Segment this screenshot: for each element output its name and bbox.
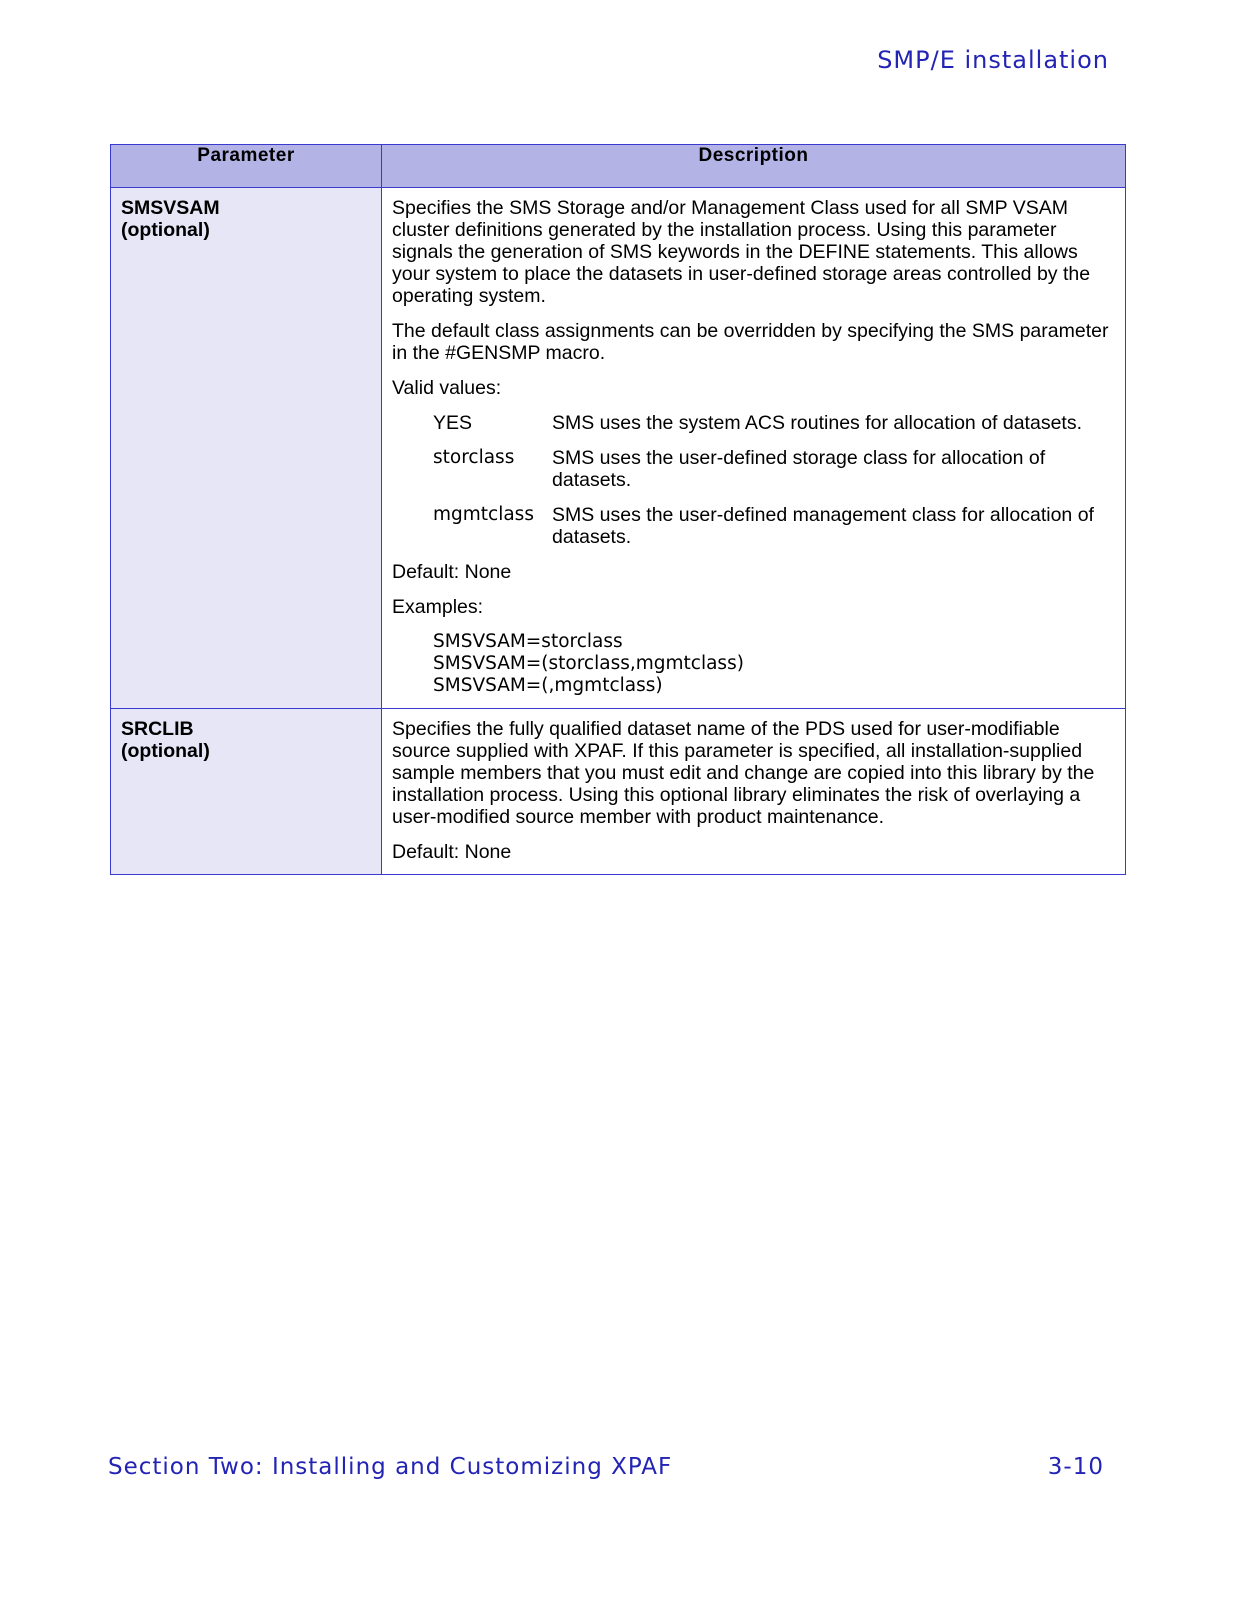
parameter-table [110, 144, 1126, 875]
table-row [111, 188, 1126, 709]
examples-label: Examples: [392, 596, 484, 618]
column-header-parameter: Parameter [111, 145, 382, 188]
value-key: YES [433, 412, 473, 434]
default-value: Default: None [392, 561, 512, 583]
parameter-qualifier: (optional) [121, 740, 210, 762]
description-cell [382, 188, 1126, 709]
value-row [392, 412, 1115, 434]
examples-block [392, 631, 1115, 697]
valid-values-list [392, 412, 1115, 548]
parameter-cell [111, 709, 382, 875]
example-line: SMSVSAM=storclass [433, 631, 623, 652]
column-header-description: Description [382, 145, 1126, 188]
default-value: Default: None [392, 841, 512, 863]
example-line: SMSVSAM=(,mgmtclass) [433, 675, 663, 696]
footer-page-number: 3-10 [1047, 1454, 1104, 1480]
parameter-qualifier: (optional) [121, 219, 210, 241]
description-paragraph: Specifies the fully qualified dataset name of the PDS used for user-modifiable source supplied with XPAF. If this parameter is specified, all installation-supplied sample members that you must edit and change are copied into this library by the installation process. Using this optional library eliminates the risk of overlaying a user-modified source member with product maintenance. [392, 718, 1095, 828]
value-row [392, 504, 1115, 548]
parameter-cell [111, 188, 382, 709]
value-description: SMS uses the user-defined storage class for allocation of datasets. [552, 447, 1046, 491]
value-key: storclass [433, 447, 515, 468]
example-line: SMSVSAM=(storclass,mgmtclass) [433, 653, 744, 674]
valid-values-label: Valid values: [392, 377, 502, 399]
table-row [111, 709, 1126, 875]
value-row [392, 447, 1115, 491]
value-description: SMS uses the user-defined management class for allocation of datasets. [552, 504, 1094, 548]
running-head: SMP/E installation [877, 46, 1109, 74]
description-cell [382, 709, 1126, 875]
description-paragraph: The default class assignments can be overridden by specifying the SMS parameter in the #GENSMP macro. [392, 320, 1109, 364]
value-description: SMS uses the system ACS routines for allocation of datasets. [552, 412, 1083, 434]
parameter-name: SRCLIB [121, 718, 194, 740]
table-header-row [111, 145, 1126, 188]
value-key: mgmtclass [433, 504, 534, 525]
footer-section-title: Section Two: Installing and Customizing XPAF [108, 1454, 673, 1480]
parameter-name: SMSVSAM [121, 197, 220, 219]
description-paragraph: Specifies the SMS Storage and/or Management Class used for all SMP VSAM cluster definitions generated by the installation process. Using this parameter signals the generation of SMS keywords in the DEFINE statements. This allows your system to place the datasets in user-defined storage areas controlled by the operating system. [392, 197, 1091, 307]
